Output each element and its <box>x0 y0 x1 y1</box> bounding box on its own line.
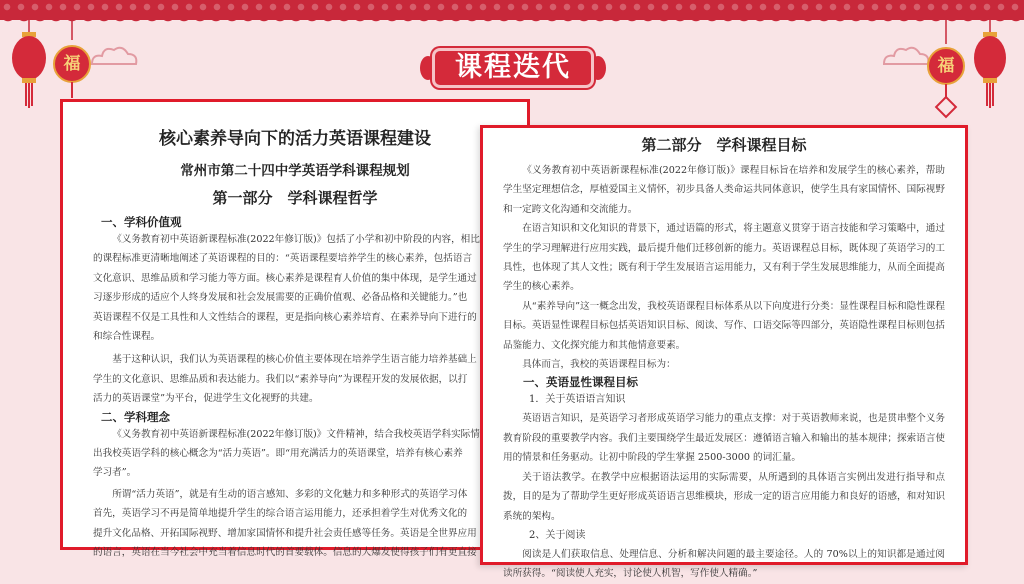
paragraph-line: 文化意识、思维品质和学习能力等方面。核心素养是课程育人价值的集中体现，是学生通过 <box>93 272 477 284</box>
paragraph: 阅读是人们获取信息、处理信息、分析和解决问题的最主要途径。人的 70%以上的知识都是通过阅读所获得。“阅读使人充实，讨论使人机智，写作使人精确。” <box>503 548 945 580</box>
document-page-left <box>60 99 530 559</box>
slide-title: 课程迭代 <box>455 52 571 83</box>
doc-subtitle: 常州市第二十四中学英语学科课程规划 <box>180 163 410 179</box>
paragraph-line: 活力的英语课堂”为平台，促进学生文化视野的共建。 <box>93 393 319 405</box>
paragraph-line: 首先，英语学习不再是简单地提升学生的综合语言运用能力，还承担着学生对优秀文化的 <box>93 508 468 520</box>
paragraph-line: 学生的文化意识、思维品质和表达能力。我们以“素养导向”为课程开发的发展依据，以打 <box>93 373 468 385</box>
paragraph: 具体而言，我校的英语课程目标为： <box>522 359 676 371</box>
paragraph-line: 基于这种认识，我们认为英语课程的核心价值主要体现在培养学生语言能力培养基础上 <box>112 354 477 366</box>
paragraph: 英语语言知识，是英语学习者形成英语学习能力的重点支撑：对于英语教师来说，也是贯串整个义务教育阶段的重要教学内容。我们主要围绕学生最近发展区：遵循语言输入和输出的基本规律；探索语言使用的情景和任务驱动。让初中阶段的学生掌握 2500-3000 的词汇量。 <box>503 413 945 464</box>
paragraph: 从“素养导向”这一概念出发，我校英语课程目标体系从以下向度进行分类：显性课程目标和隐性课程目标。英语显性课程目标包括英语知识目标、阅读、写作、口语交际等四部分，英语隐性课程目标则包括品鉴能力、文化探究能力和其他情意要素。 <box>503 300 945 351</box>
paragraph-line: 出我校英语学科的核心概念为“活力英语”。即“用充满活力的英语课堂，培养有核心素养 <box>93 448 463 460</box>
paragraph-line: 英语课程不仅是工具性和人文性结合的课程，更是指向核心素养培育、在素养导向下进行的 <box>93 311 477 323</box>
doc-title: 核心素养导向下的活力英语课程建设 <box>159 129 431 149</box>
paragraph: 关于语法教学。在教学中应根据语法运用的实际需要，从所遇到的具体语言实例出发进行指导和点拨，目的是为了帮助学生更好形成英语语言思维模块，形成一定的语言应用能力和良好的语感，和对知识系统的架构。 <box>503 471 945 522</box>
paragraph-line: 学习者”。 <box>93 467 137 479</box>
lantern-icon <box>6 20 52 110</box>
paragraph-line: 和综合性课程。 <box>93 331 161 343</box>
part-title-left: 第一部分 学科课程哲学 <box>212 189 378 207</box>
paragraph: 《义务教育初中英语新课程标准(2022年修订版)》课程目标旨在培养和发展学生的核心素养，帮助学生坚定理想信念，厚植爱国主义情怀，初步具备人类命运共同体意识，使学生具有家国情怀、国际视野和一定跨文化沟通和交流能力。 <box>503 165 945 215</box>
cloud-icon <box>88 42 140 72</box>
paragraph-line: 习逐步形成的适应个人终身发展和社会发展需要的正确价值观、必备品格和关键能力。”也 <box>93 292 468 304</box>
subsection-heading: 2、关于阅读 <box>529 529 586 541</box>
paragraph-line: 的课程标准更清晰地阐述了英语课程的目的：“英语课程要培养学生的核心素养，包括语言 <box>93 253 473 265</box>
lantern-right-icon <box>968 20 1012 112</box>
document-page-right <box>480 125 968 580</box>
section-heading: 一、英语显性课程目标 <box>523 375 638 390</box>
paragraph: 在语言知识和文化知识的背景下，通过语篇的形式，将主题意义贯穿于语言技能和学习策略中，通过学生的学习理解进行应用实践，最后提升他们迁移创新的能力。英语课程总目标，既体现了英语学习的工具性，也体现了其人文性；既有利于学生发展语言运用能力，又有利于学生发展思维能力，从而全面提高学生的核心素养。 <box>503 223 945 293</box>
part-title-right: 第二部分 学科课程目标 <box>641 136 807 154</box>
paragraph-line: 的语言，英语在当今社会中充当着信息时代的首要载体。信息的大爆发使得孩子们有更直接 <box>93 547 477 559</box>
title-banner <box>418 44 608 92</box>
top-scallop-edge <box>0 14 1024 30</box>
subsection-heading: 1．关于英语语言知识 <box>529 394 626 406</box>
top-border-pattern <box>0 0 1024 14</box>
paragraph-line: 提升文化品格、开拓国际视野、增加家国情怀和提升社会责任感等任务。英语是全世界应用 <box>93 527 477 539</box>
section-heading: 二、学科理念 <box>101 409 170 424</box>
fu-char-right: 福 <box>937 56 955 76</box>
section-heading: 一、学科价值观 <box>101 215 182 229</box>
paragraph-line: 《义务教育初中英语新课程标准(2022年修订版)》文件精神，结合我校英语学科实际情 <box>112 428 480 440</box>
fu-char-left: 福 <box>63 54 81 74</box>
paragraph-line: 所谓“活力英语”，就是有生动的语言感知、多彩的文化魅力和多种形式的英语学习体 <box>112 488 468 500</box>
paragraph-line: 《义务教育初中英语新课程标准(2022年修订版)》包括了小学和初中阶段的内容，相比 <box>112 234 480 245</box>
